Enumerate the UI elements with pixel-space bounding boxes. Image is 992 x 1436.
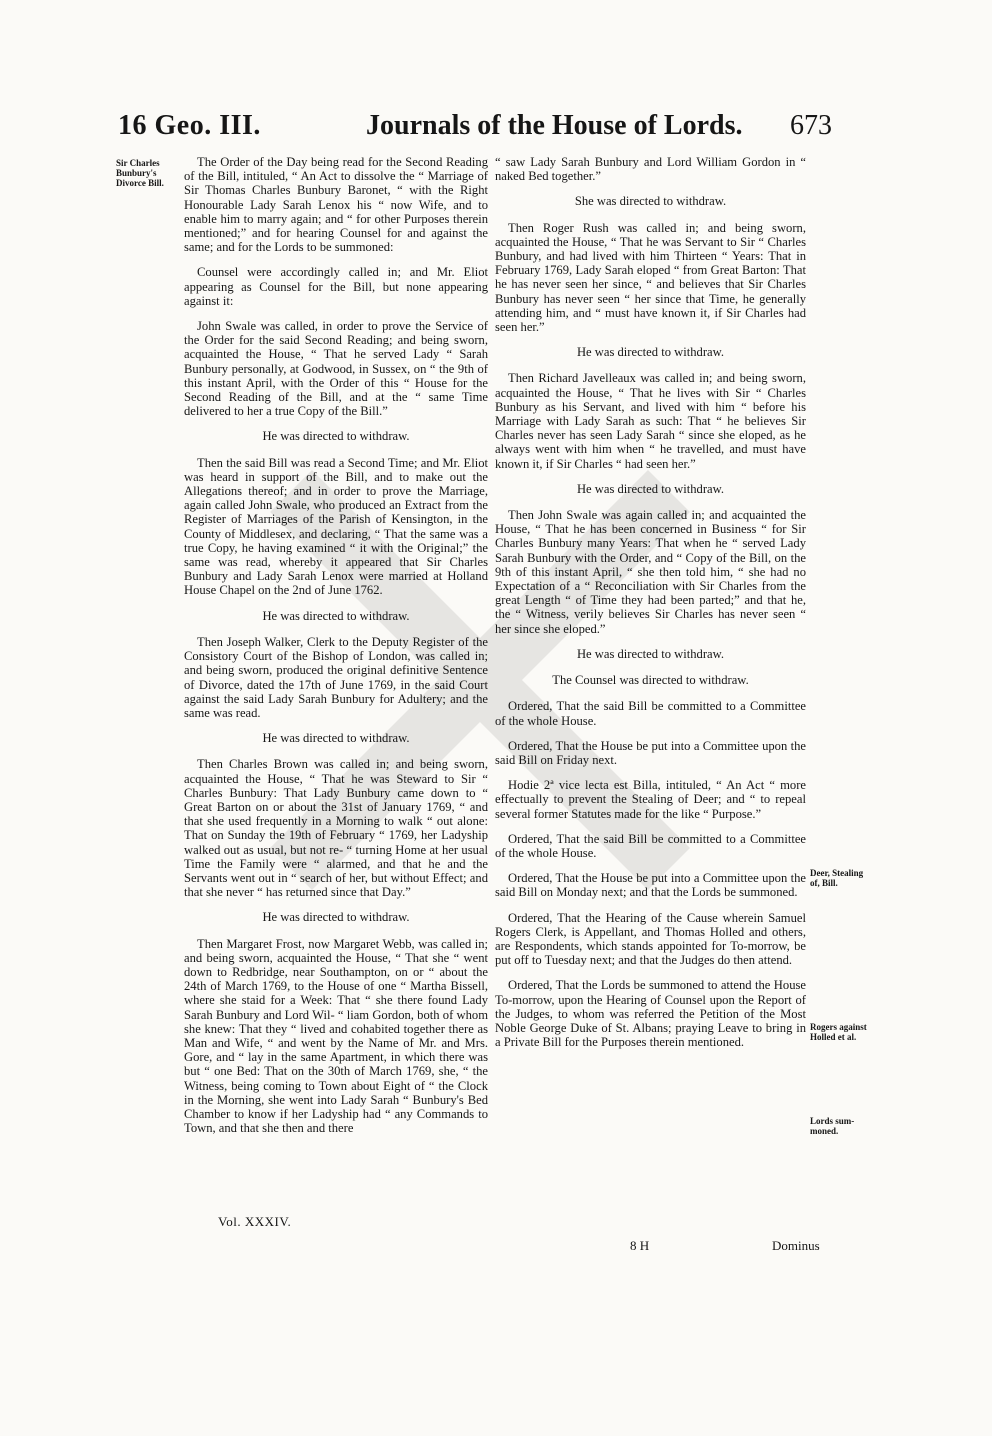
paragraph: Then the said Bill was read a Second Time; and Mr. Eliot was heard in support of the Bill, and to make out the Allegations thereof; and in order to prove the Marriage, again called John Swale, who produced an Extract from the Register of Marriages of the Parish of Kensington, in the County of Middlesex, and declaring, “ That the same was a true Copy, he having examined “ it with the Original;” the same was read, whereby it appeared that Sir Charles Bunbury and Lady Sarah Lenox were married at Holland House Chapel on the 2nd of June 1762.: [184, 455, 488, 598]
catchword: Dominus: [772, 1238, 820, 1253]
paragraph: Then Richard Javelleaux was called in; and being sworn, acquainted the House, “ That he lives with Sir “ Charles Bunbury as his Servant, and lived with him “ before his Marriage with Lady Sarah as such: That “ he believes Sir Charles never has seen Lady Sarah “ since she eloped, as he always went with him when “ he travelled, and must have known it, if Sir Charles “ had seen her.”: [495, 371, 806, 471]
order-paragraph: Ordered, That the said Bill be committed to a Committee of the whole House.: [495, 831, 806, 860]
paragraph: Then Margaret Frost, now Margaret Webb, was called in; and being sworn, acquainted the House, “ That she “ went down to Redbridge, near Southampton, on or “ about the 24th of March 1769, to the House of one “ Martha Bissell, where she staid for a Week: That “ she there found Lady Sarah Bunbury and Lord Wil- “ liam Gordon, both of whom she knew: That they “ lived and cohabited together there as Man and Wife, “ and went by the Name of Mr. and Mrs. Gore, and “ lay in the same Apartment, in which there was but “ one Bed: That on the 30th of March 1769, she, “ the Witness, being coming to Town about Eight of “ the Clock in the Morning, she went into Lady Sarah “ Bunbury's Bed Chamber to know if her Ladyship had “ any Commands to Town, and that she then and there: [184, 936, 488, 1136]
margin-note-lords: Lords sum-moned.: [810, 1116, 855, 1136]
paragraph: Then Charles Brown was called in; and being sworn, acquainted the House, “ That he was Steward to Sir “ Charles Bunbury: That Lady Bunbury came down to “ Great Barton on or about the 31st of January 1769, “ and that she used frequently in a Morning to walk “ out alone: That on Sunday the 19th of February “ 1769, her Ladyship walked out as usual, but not re- “ turning Home at her usual Time the Family were “ alarmed, and that he and the Servants went out in “ search of her, but without Effect; and that she never “ has returned since that Day.”: [184, 757, 488, 900]
paragraph: Hodie 2ª vice lecta est Billa, intituled, “ An Act “ more effectually to prevent the Stealing of Deer; and “ to repeal several former Statutes made for the like “ Purpose.”: [495, 778, 806, 821]
withdraw-line: She was directed to withdraw.: [574, 194, 727, 209]
paragraph: Then Joseph Walker, Clerk to the Deputy Register of the Consistory Court of the Bishop of London, was called in; and being sworn, produced the original definitive Sentence of Divorce, dated the 17th of June 1769, in the said Court against the said Lady Sarah Bunbury for Adultery; and the same was read.: [184, 634, 488, 720]
order-paragraph: Ordered, That the said Bill be committed to a Committee of the whole House.: [495, 699, 806, 728]
page-number: 673: [790, 110, 832, 141]
paragraph: John Swale was called, in order to prove the Service of the Order for the said Second Reading; and being sworn, acquainted the House, “ That he served Lady “ Sarah Bunbury personally, at Godwood, in Sussex, on “ the 9th of this instant April, with the Order of this “ House for the Second Reading of the Bill, and at the “ same Time delivered to her a true Copy of the Bill.”: [184, 319, 488, 419]
signature-mark: 8 H: [630, 1238, 650, 1253]
margin-note-deer: Deer, Stealing of, Bill.: [810, 868, 864, 888]
withdraw-line: He was directed to withdraw.: [262, 910, 410, 925]
margin-note-bunbury: Sir Charles Bunbury's Divorce Bill.: [116, 158, 164, 188]
paragraph: Then John Swale was again called in; and acquainted the House, “ That he has been concerned in Business “ for Sir Charles Bunbury many Years: That when he “ served Lady Sarah Bunbury with the Order, and “ Copy of the Bill, on the 9th of this instant April, “ she then told him, “ she had no Expectation of a “ Reconciliation with Sir Charles from the great Length “ of Time they had been parted;” and that he, the “ Witness, verily believes Sir Charles has never seen “ her since she eloped.”: [495, 508, 806, 636]
paragraph: Counsel were accordingly called in; and Mr. Eliot appearing as Counsel for the Bill, but none appearing against it:: [184, 265, 488, 308]
withdraw-line: He was directed to withdraw.: [576, 481, 725, 496]
regnal-year: 16 Geo. III.: [118, 110, 261, 141]
paragraph: The Order of the Day being read for the Second Reading of the Bill, intituled, “ An Act to dissolve the “ Marriage of Sir Thomas Charles Bunbury Baronet, “ with the Right Honourable Lady Sarah Lenox his “ now Wife, and to enable him to marry again; and “ for other Purposes therein mentioned;” and for hearing Counsel for and against the same; and for the Lords to be summoned:: [184, 155, 488, 255]
order-paragraph: Ordered, That the House be put into a Committee upon the said Bill on Monday next; and that the Lords be summoned.: [495, 871, 806, 900]
withdraw-line: He was directed to withdraw.: [262, 429, 410, 444]
left-column: [184, 155, 488, 1146]
right-column: [495, 155, 806, 1060]
order-paragraph: Ordered, That the Lords be summoned to attend the House To-morrow, upon the Hearing of Counsel upon the Report of the Judges, to whom was referred the Petition of the Most Noble George Duke of St. Albans; praying Leave to bring in a Private Bill for the Purposes therein mentioned.: [495, 978, 806, 1050]
order-paragraph: Ordered, That the Hearing of the Cause wherein Samuel Rogers Clerk, is Appellant, and Thomas Holled and others, are Respondents, which stands appointed for To-morrow, be put off to Tuesday next; and that the Judges do then attend.: [495, 910, 806, 968]
withdraw-line: The Counsel was directed to withdraw.: [552, 673, 749, 688]
margin-note-rogers: Rogers against Holled et al.: [810, 1022, 867, 1042]
withdraw-line: He was directed to withdraw.: [262, 608, 410, 623]
paragraph: “ saw Lady Sarah Bunbury and Lord William Gordon in “ naked Bed together.”: [495, 155, 806, 184]
withdraw-line: He was directed to withdraw.: [576, 646, 725, 661]
page-header: [118, 110, 878, 150]
order-paragraph: Ordered, That the House be put into a Committee upon the said Bill on Friday next.: [495, 738, 806, 767]
withdraw-line: He was directed to withdraw.: [576, 345, 725, 360]
withdraw-line: He was directed to withdraw.: [262, 731, 410, 746]
volume-number: Vol. XXXIV.: [218, 1214, 292, 1229]
paragraph: Then Roger Rush was called in; and being sworn, acquainted the House, “ That he was Servant to Sir “ Charles Bunbury, and had lived with him Thirteen “ Years: That in February 1769, Lady Sarah eloped “ from Great Barton: That he has never seen her since, “ and believes that Sir Charles Bunbury has never seen “ her since that Time, he generally attending him, and “ must have known it, if Sir Charles had seen her.”: [495, 220, 806, 335]
running-title: Journals of the House of Lords.: [366, 110, 743, 141]
